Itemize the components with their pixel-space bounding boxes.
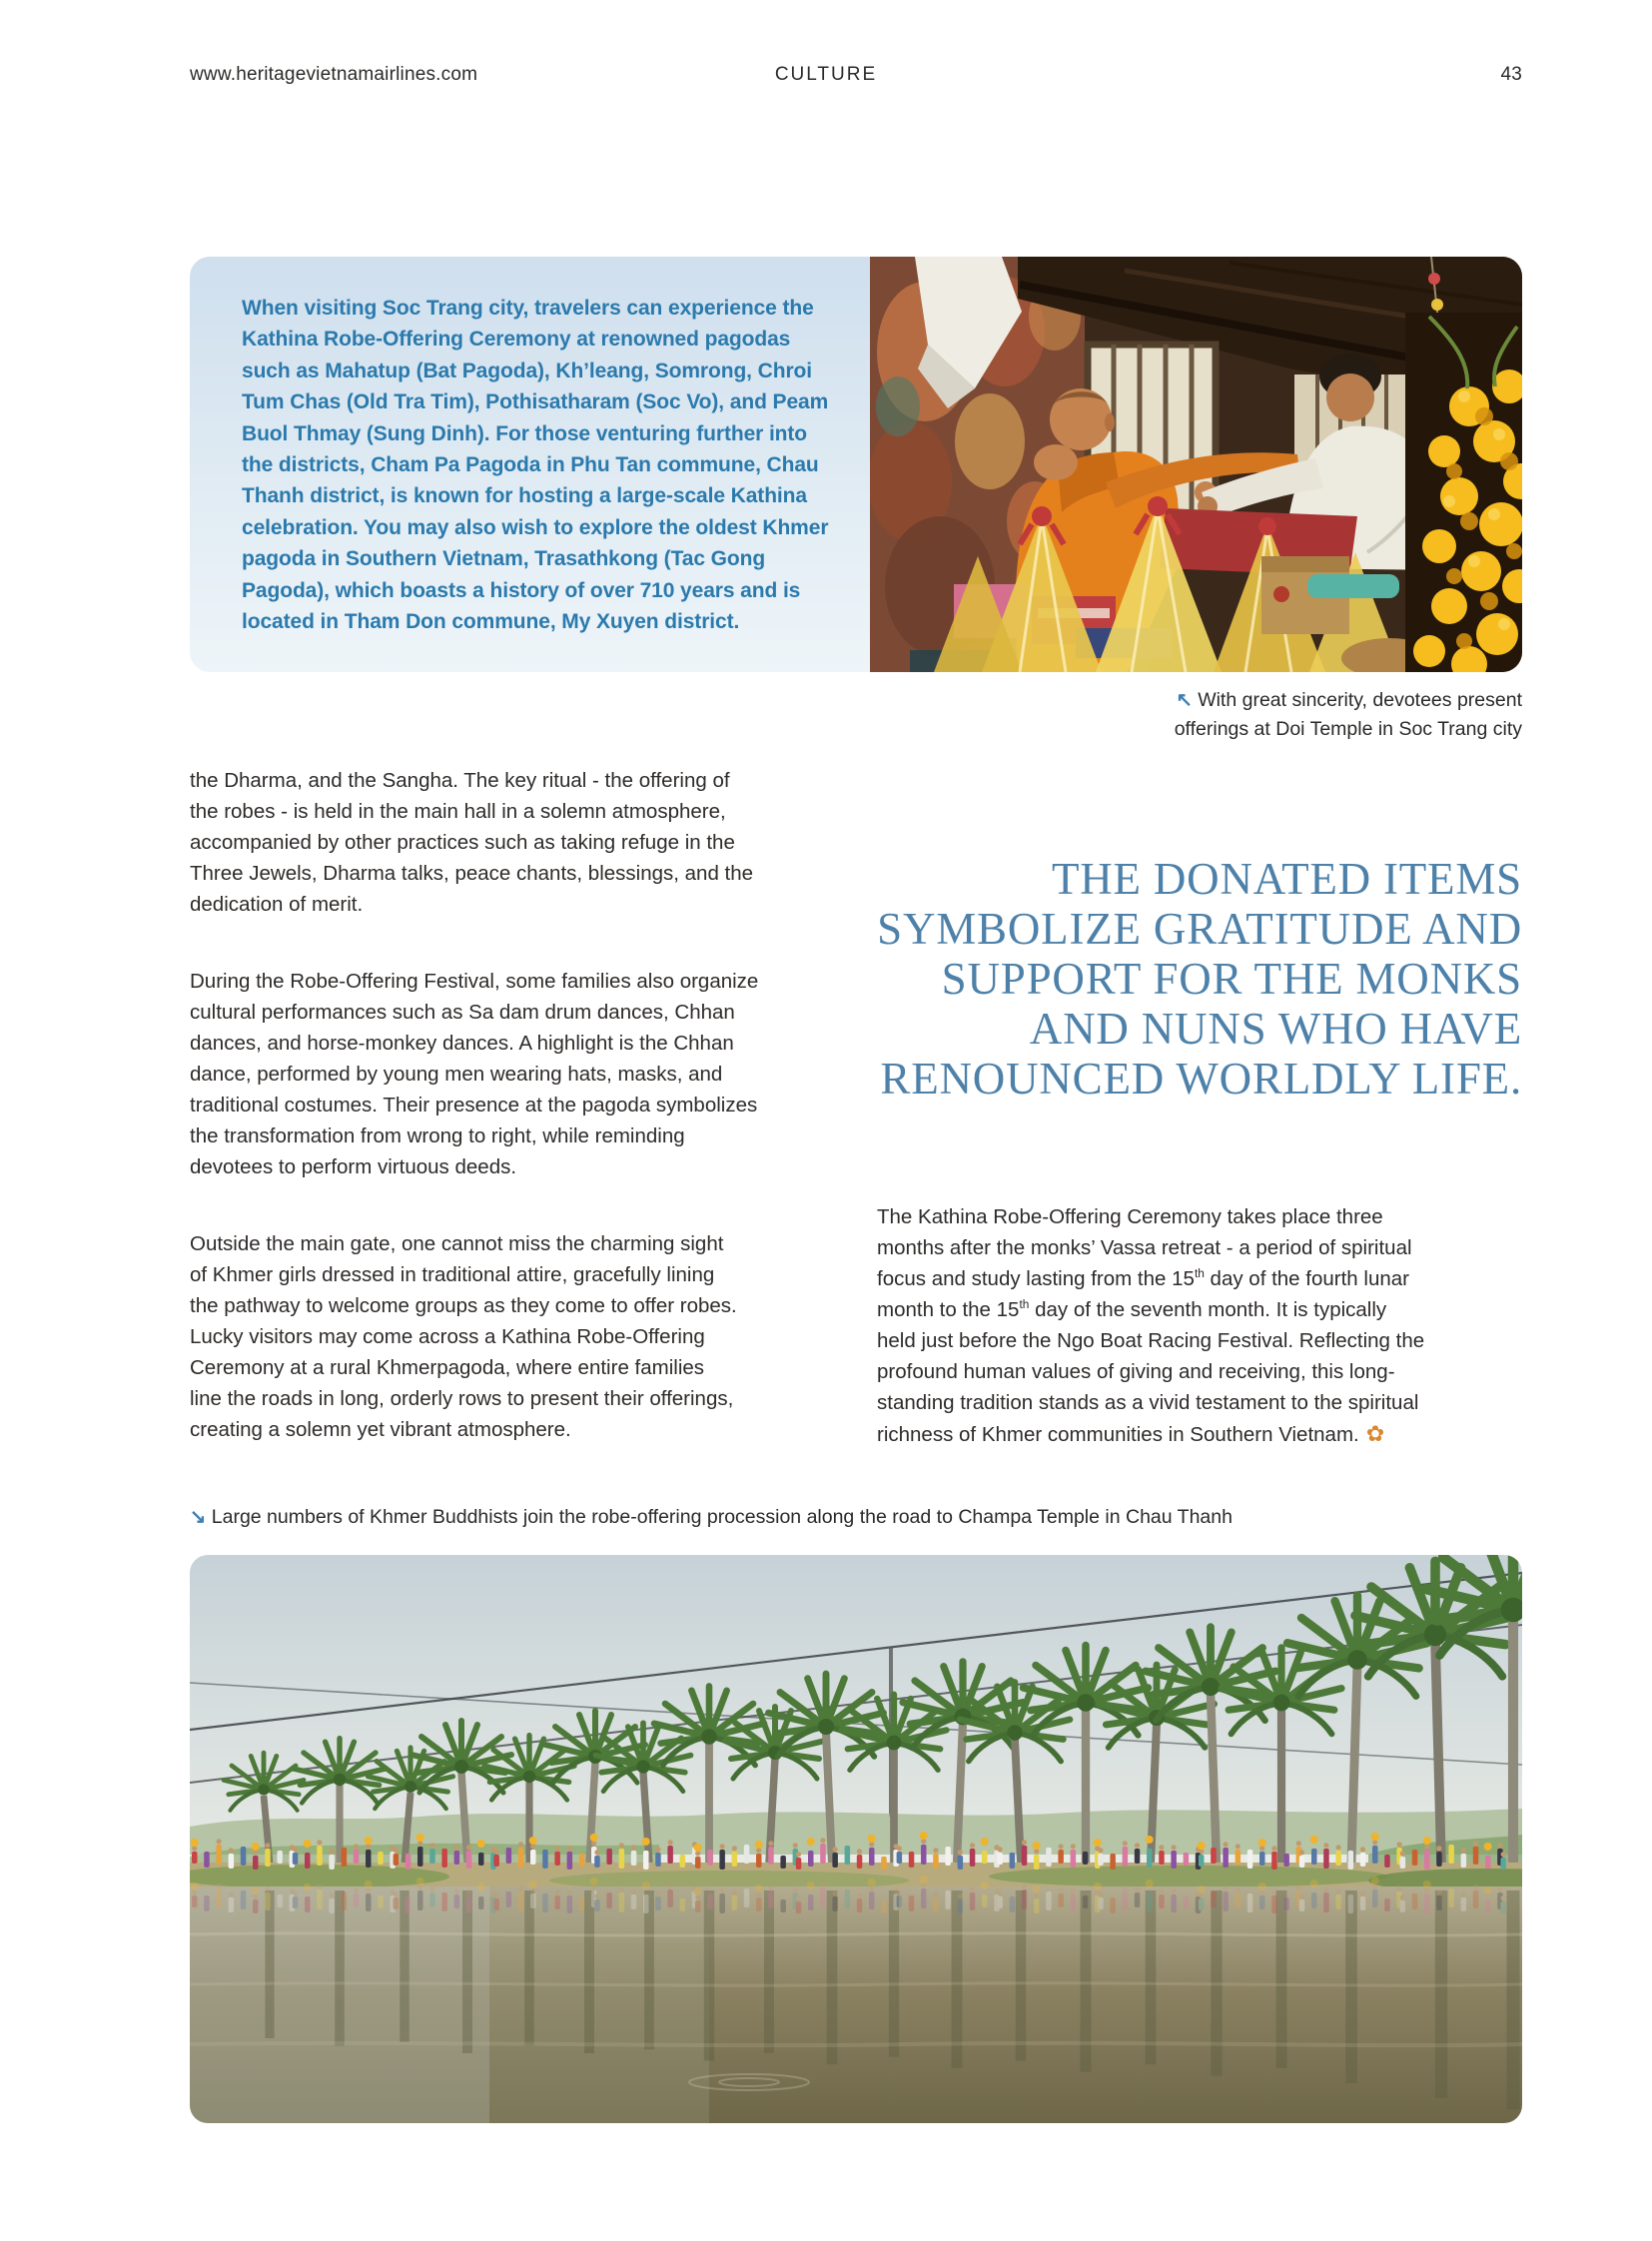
header-website: www.heritagevietnamairlines.com [190,64,478,85]
text-line: richness of Khmer communities in Southern Vietnam. ✿ [877,1421,1385,1446]
text-line: When visiting Soc Trang city, travelers can experience the [242,297,814,320]
article-right-column [877,1201,1526,1450]
text-line: During the Robe-Offering Festival, some families also organize [190,970,759,993]
text-line: focus and study lasting from the 15th day of the fourth lunar [877,1266,1409,1290]
text-line: located in Tham Don commune, My Xuyen district. [242,610,740,634]
text-line: Kathina Robe-Offering Ceremony at renowned pagodas [242,328,791,352]
text-line: cultural performances such as Sa dam drum dances, Chhan [190,1001,735,1024]
arrow-down-right-icon: ↘ [190,1506,207,1528]
text-line: dances, and horse-monkey dances. A highlight is the Chhan [190,1032,734,1055]
header-section: CULTURE [774,64,878,85]
text-line: line the roads in long, orderly rows to present their offerings, [190,1387,734,1410]
text-line: pagoda in Southern Vietnam, Trasathkong (Tac Gong [242,547,766,571]
text-line: The Kathina Robe-Offering Ceremony takes place three [877,1205,1383,1228]
text-line: Outside the main gate, one cannot miss the charming sight [190,1232,724,1255]
paragraph [190,765,754,920]
lotus-icon: ✿ [1365,1421,1385,1446]
article-left-column [190,765,759,1491]
text-line: the transformation from wrong to right, while reminding [190,1124,685,1147]
photo-bottom-caption [190,1503,1233,1532]
text-line: accompanied by other practices such as taking refuge in the [190,831,735,854]
text-line: dance, performed by young men wearing hats, masks, and [190,1063,723,1086]
text-line: dedication of merit. [190,893,364,916]
pull-quote [803,854,1522,1104]
text-line: Three Jewels, Dharma talks, peace chants, blessings, and the [190,862,754,885]
text-line: devotees to perform virtuous deeds. [190,1155,517,1178]
photo-monk-offerings-art [870,257,1522,672]
paragraph [190,966,759,1182]
text-line: Lucky visitors may come across a Kathina Robe-Offering [190,1325,705,1348]
text-line: the pathway to welcome groups as they come to offer robes. [190,1294,737,1317]
text-line: Ceremony at a rural Khmerpagoda, where entire families [190,1356,705,1379]
info-box [190,257,870,672]
arrow-up-left-icon: ↖ [1176,689,1193,711]
text-line: standing tradition stands as a vivid testament to the spiritual [877,1391,1419,1414]
text-line: celebration. You may also wish to explore the oldest Khmer [242,515,829,539]
text-line: of Khmer girls dressed in traditional attire, gracefully lining [190,1263,715,1286]
text-line: Pagoda), which boasts a history of over 710 years and is [242,578,801,602]
header-page-number: 43 [1500,64,1522,85]
text-line: Thanh district, is known for hosting a large-scale Kathina [242,484,807,508]
text-line: the robes - is held in the main hall in a solemn atmosphere, [190,800,726,823]
text-line: months after the monks’ Vassa retreat - a period of spiritual [877,1236,1412,1259]
text-line: SUPPORT FOR THE MONKS [941,954,1522,1004]
text-line: held just before the Ngo Boat Racing Festival. Reflecting the [877,1329,1425,1352]
photo-monk-offerings [870,257,1522,672]
text-line: ↘ Large numbers of Khmer Buddhists join the robe-offering procession along the road to Champa Temple in Chau Thanh [190,1506,1233,1528]
text-line: SYMBOLIZE GRATITUDE AND [877,904,1522,954]
text-line: Buol Thmay (Sung Dinh). For those venturing further into [242,421,808,445]
text-line: profound human values of giving and receiving, this long- [877,1360,1395,1383]
text-line: AND NUNS WHO HAVE [1029,1004,1522,1054]
photo-procession [190,1555,1522,2123]
text-line: ↖ With great sincerity, devotees present [1176,689,1522,711]
text-line: offerings at Doi Temple in Soc Trang city [1174,718,1522,740]
text-line: traditional costumes. Their presence at the pagoda symbolizes [190,1094,758,1117]
paragraph [190,1228,737,1445]
text-line: the districts, Cham Pa Pagoda in Phu Tan commune, Chau [242,453,819,477]
text-line: RENOUNCED WORLDLY LIFE. [880,1054,1522,1104]
text-line: such as Mahatup (Bat Pagoda), Kh’leang, Somrong, Chroi [242,359,812,382]
text-line: creating a solemn yet vibrant atmosphere. [190,1418,571,1441]
text-line: THE DONATED ITEMS [1051,854,1522,904]
text-line: Tum Chas (Old Tra Tim), Pothisatharam (Soc Vo), and Peam [242,390,829,414]
photo-top-caption [1175,686,1522,744]
photo-procession-art [190,1555,1522,2123]
text-line: month to the 15th day of the seventh month. It is typically [877,1297,1387,1321]
text-line: the Dharma, and the Sangha. The key ritual - the offering of [190,769,730,792]
